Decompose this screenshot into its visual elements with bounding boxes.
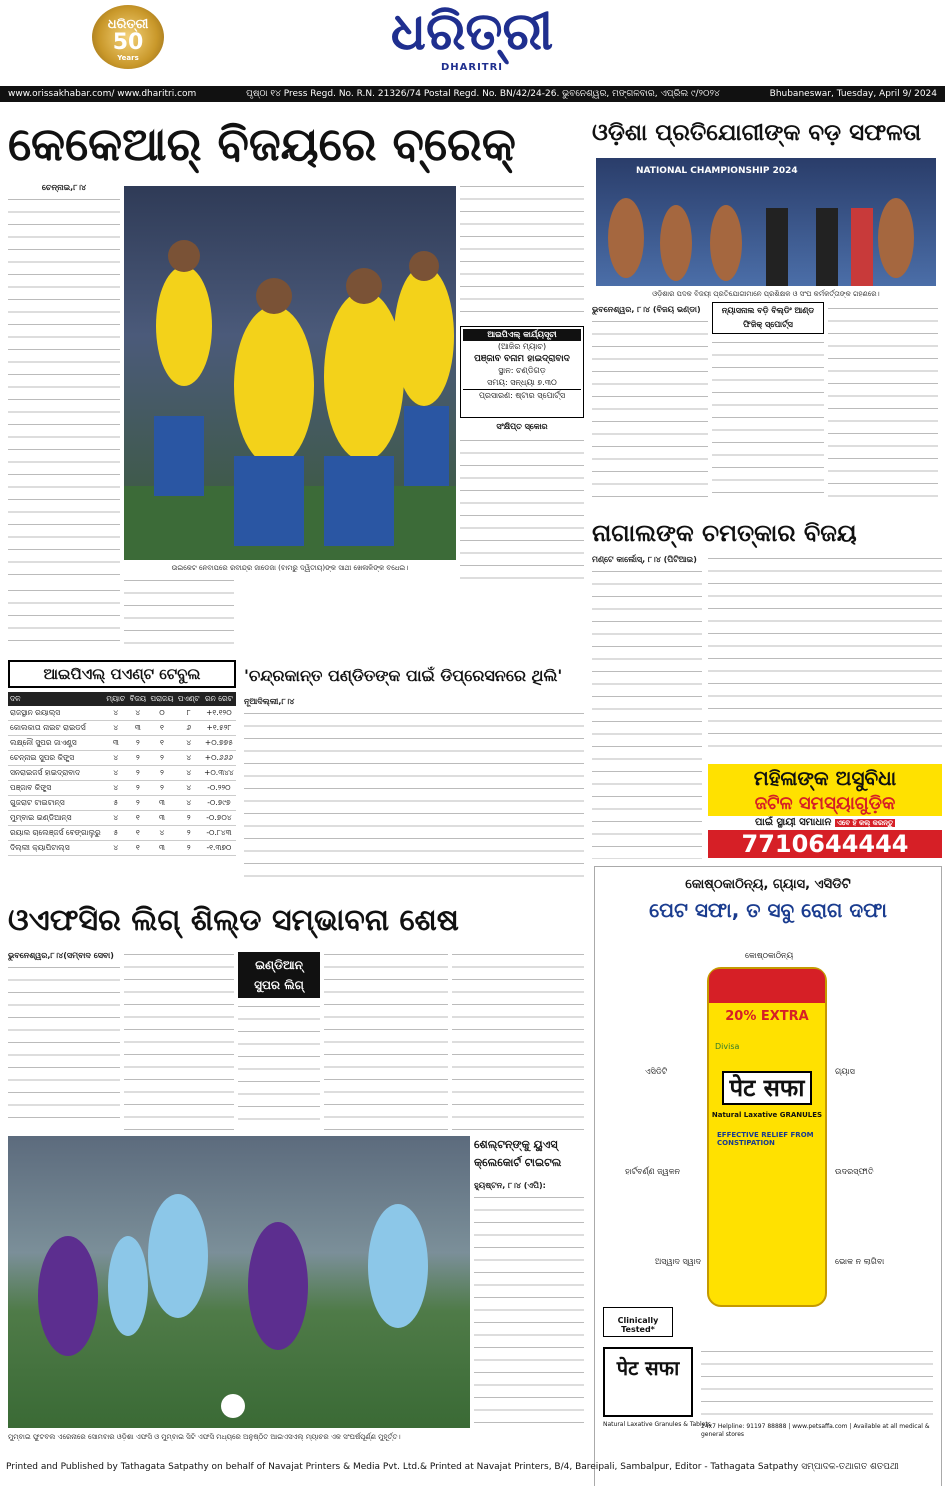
womens-health-ad[interactable]: ମହିଳାଙ୍କ ଅସୁବିଧା ଜଟିଳ ସମସ୍ୟାଗୁଡ଼ିକ ପାଇଁ ସ୍ଥାୟୀ ସମାଧାନ ଏବେ ହିଁ କଲ୍ କରନ୍ତୁ 7710644444 xyxy=(708,764,942,858)
table-cell: -୦.୨୨୦ xyxy=(202,781,236,796)
nagaland-story-text: ମଣ୍ଟେ କାର୍ଲୋସ୍, ୮।୪ (ପିଟିଆଇ) xyxy=(592,554,702,860)
football-story-text-3 xyxy=(238,1002,320,1130)
points-table-header: ମ୍ୟାଚ xyxy=(104,692,127,706)
odisha-story-text: ଭୁବନେଶ୍ୱର, ୮।୪ (ବିଜୟ ଭଣ୍ଡା) xyxy=(592,304,708,504)
table-cell: +୦.୩୪୪ xyxy=(202,766,236,781)
table-cell: ୪ xyxy=(148,826,175,841)
football-story-text-5 xyxy=(452,950,584,1130)
table-cell: ୨ xyxy=(127,796,148,811)
table-cell: ୪ xyxy=(127,706,148,721)
table-cell: ମୁମ୍ବାଇ ଇଣ୍ଡିଆନ୍ସ xyxy=(8,811,104,826)
registration-line: ପୃଷ୍ଠା ୧୪ Press Regd. No. R.N. 21326/74 Postal Regd. No. BN/42/24-26. ଭୁବନେଶ୍ୱର, ମଙ୍ଗଳବାର, ଏପ୍ରିଲ ୯/୨୦୨୪ xyxy=(246,89,720,99)
table-cell: ଲକ୍ଷ୍ନୌ ସୁପର ଜାଏଣ୍ଟ୍ସ xyxy=(8,736,104,751)
tennis-story-text: ହ୍ୟୁଷ୍ଟନ, ୮।୪ (ଏପି): xyxy=(474,1180,584,1428)
isl-badge: ଇଣ୍ଡିଆନ୍ ସୁପର ଲିଗ୍ xyxy=(238,952,320,998)
tennis-headline[interactable]: ଶେଲ୍ଟନ୍‌ଙ୍କୁ ୟୁଏସ୍ କ୍ଲେକୋର୍ଟ ଟାଇଟଲ xyxy=(474,1138,562,1169)
table-cell: ୪ xyxy=(104,721,127,736)
scoreboard-text xyxy=(460,436,584,580)
table-row xyxy=(8,721,236,736)
main-story-continued xyxy=(8,586,120,648)
football-story-text-4 xyxy=(324,950,448,1130)
table-cell: ୪ xyxy=(104,811,127,826)
table-cell: ରାଜସ୍ଥାନ ରୟାଲ୍ସ xyxy=(8,706,104,721)
table-cell: ୨ xyxy=(127,736,148,751)
table-cell: ୦ xyxy=(148,706,175,721)
table-row xyxy=(8,826,236,841)
points-table-header: ବିଜୟ xyxy=(127,692,148,706)
table-cell: ୧ xyxy=(148,721,175,736)
main-story-continued-2 xyxy=(124,576,234,648)
football-story-text-2 xyxy=(124,950,234,1130)
table-cell: ୫ xyxy=(104,826,127,841)
table-cell: ଚେନ୍ନାଇ ସୁପର କିଙ୍ଗ୍ସ xyxy=(8,751,104,766)
table-cell: ୪ xyxy=(176,766,202,781)
table-cell: ୧ xyxy=(148,736,175,751)
odisha-story-text-2 xyxy=(712,338,824,504)
table-row xyxy=(8,796,236,811)
table-cell: ୪ xyxy=(176,751,202,766)
product-jar[interactable]: 20% EXTRA Divisa पेट सफा Natural Laxative GRANULES EFFECTIVE RELIEF FROM CONSTIPATION xyxy=(707,967,827,1307)
quote-headline[interactable]: 'ଚନ୍ଦ୍ରକାନ୍ତ ପଣ୍ଡିତଙ୍କ ପାଇଁ ଡିପ୍ରେସନରେ ଥିଲି' xyxy=(244,666,563,685)
table-cell: ୬ xyxy=(176,721,202,736)
table-cell: ୨ xyxy=(148,766,175,781)
table-cell: କୋଲକାତା ନାଇଟ ରାଇଡର୍ସ xyxy=(8,721,104,736)
quote-story-text: ନୂଆଦିଲ୍ଲୀ,୮।୪ xyxy=(244,696,584,886)
table-cell: ୨ xyxy=(148,751,175,766)
table-row xyxy=(8,706,236,721)
points-table xyxy=(8,692,236,856)
odisha-story-text-3 xyxy=(828,304,938,504)
table-cell: ୨ xyxy=(176,826,202,841)
imprint-footer: Printed and Published by Tathagata Satpathy on behalf of Navajat Printers & Media Pvt. Ltd.& Printed at Navajat Printers, B/4, Bareipali, Sambalpur, Editor - Tathagata Satpathy ସମ୍ପାଦକ-ତଥାଗତ ଶତପଥୀ xyxy=(6,1462,899,1472)
points-table-header: ପଏଣ୍ଟ xyxy=(176,692,202,706)
table-cell: -୦.୮୪୩ xyxy=(202,826,236,841)
nagaland-story-text-2 xyxy=(708,554,942,758)
cricket-photo[interactable] xyxy=(124,186,456,560)
table-cell: ରୟାଲ ଚାଲେଞ୍ଜର୍ସ ବେଙ୍ଗାଲୁରୁ xyxy=(8,826,104,841)
pet-saffa-ad[interactable]: କୋଷ୍ଠକାଠିନ୍ୟ, ଗ୍ୟାସ, ଏସିଡିଟି ପେଟ ସଫା, ତ ସବୁ ରୋଗ ଦଫା 20% EXTRA Divisa पेट सफा Natural Laxative GRANULES EFFECTIVE RELIEF FROM CONSTIPATION କୋଷ୍ଠକାଠିନ୍ୟ ଏସିଡିଟି ଗ୍ୟାସ ହାର୍ଟବର୍ଣ୍ଣ ଜ୍ୱଳନ ଉଦରସ୍ଫୀତି ଅସ୍ୱାଦ ସ୍ୱାଦ ଭୋକ ନ ଲାଗିବା Clinically Tested* पेट सफा Natural Laxative Granules & Tablets 24x7 Helpline: 91197 88888 | www.petsaffa.com | Available at all medical & general stores xyxy=(594,866,942,1486)
points-table-header: ପରାଜୟ xyxy=(148,692,175,706)
table-cell: ୫ xyxy=(104,796,127,811)
text-column xyxy=(8,195,120,575)
table-cell: -୦.୭୯୭ xyxy=(202,796,236,811)
top-info-bar xyxy=(0,86,945,102)
table-cell: +୦.୬୬୬ xyxy=(202,751,236,766)
masthead xyxy=(0,0,945,86)
bodybuilding-photo[interactable]: NATIONAL CHAMPIONSHIP 2024 xyxy=(596,158,936,286)
odisha-headline[interactable]: ଓଡ଼ିଶା ପ୍ରତିଯୋଗୀଙ୍କ ବଡ଼ ସଫଳତା xyxy=(592,120,922,146)
table-cell: +୦.୭୭୫ xyxy=(202,736,236,751)
points-table-box xyxy=(8,660,236,886)
table-cell: ୮ xyxy=(176,706,202,721)
table-cell: +୧.୧୨୦ xyxy=(202,706,236,721)
main-photo-caption: ଉଇକେଟ ନେବାପରେ ରବୀନ୍ଦ୍ର ଜାଡେଜା (ବାମରୁ ଦ୍ୱିତୀୟ)ଙ୍କ ସାଥୀ ଖେଳାଳିଙ୍କ ବଧେଇ। xyxy=(171,564,409,572)
table-cell: ୪ xyxy=(176,796,202,811)
table-cell: ୪ xyxy=(104,751,127,766)
table-cell: ୪ xyxy=(176,736,202,751)
table-cell: ୪ xyxy=(104,766,127,781)
table-row xyxy=(8,751,236,766)
issue-date: Bhubaneswar, Tuesday, April 9/ 2024 xyxy=(769,89,937,99)
football-photo-caption: ମୁମ୍ବାଇ ଫୁଟବଲ ଏରେନାରେ ସୋମବାର ଓଡ଼ିଶା ଏଫସି ଓ ମୁମ୍ବାଇ ସିଟି ଏଫସି ମଧ୍ୟରେ ଅନୁଷ୍ଠିତ ଆଇଏସଏଲ୍ ମ୍ୟାଚର ଏକ ସଂଘର୍ଷପୂର୍ଣ୍ଣ ମୁହୂର୍ତ୍ତ। xyxy=(8,1433,401,1441)
points-table-header: ରନ ରେଟ xyxy=(202,692,236,706)
table-cell: -୧.୩୭୦ xyxy=(202,841,236,856)
table-cell: ୩ xyxy=(148,841,175,856)
table-cell: ୩ xyxy=(127,721,148,736)
odisha-photo-caption: ଓଡ଼ିଶାର ପଦକ ବିଜୟୀ ପ୍ରତିଯୋଗୀମାନେ ପ୍ରଶିକ୍ଷକ ଓ ସଂଘ କର୍ମକର୍ତ୍ତାଙ୍କ ଗହଣରେ। xyxy=(652,290,880,298)
table-cell: ୩ xyxy=(148,811,175,826)
points-table-header: ଦଳ xyxy=(8,692,104,706)
nagaland-headline[interactable]: ନାଗାଲଙ୍କ ଚମତ୍କାର ବିଜୟ xyxy=(592,519,857,547)
table-cell: ୧ xyxy=(127,841,148,856)
table-cell: ୪ xyxy=(104,841,127,856)
table-row xyxy=(8,781,236,796)
main-story-text: ଚେନ୍ନାଇ,୮।୪ xyxy=(8,182,120,582)
scoreboard-title: ସଂକ୍ଷିପ୍ତ ସ୍କୋର xyxy=(496,422,548,431)
table-cell: ୨ xyxy=(127,781,148,796)
table-row xyxy=(8,811,236,826)
table-cell: ୩ xyxy=(148,796,175,811)
odisha-subhead: ନ୍ୟାସନାଲ ବଡ଼ି ବିଲ୍ଡିଂ ଆଣ୍ଡ ଫିଜିକ୍ ସ୍ପୋର୍ଟ୍ସ xyxy=(712,302,824,334)
athletes-illustration xyxy=(596,158,936,286)
table-row xyxy=(8,736,236,751)
table-cell: ସନରାଇଜର୍ସ ହାଇଦ୍ରାବାଦ xyxy=(8,766,104,781)
football-story-text: ଭୁବନେଶ୍ୱର,୮।୪(ସମ୍ବାଦ ସେବା) xyxy=(8,950,120,1130)
website-links[interactable]: www.orissakhabar.com/ www.dharitri.com xyxy=(8,89,197,99)
ad-footer: पेट सफा Natural Laxative Granules & Tablets 24x7 Helpline: 91197 88888 | www.petsaffa.com | Available at all medical & general stores xyxy=(595,1337,941,1487)
football-players-illustration xyxy=(8,1136,470,1428)
ad-phone-number[interactable]: 7710644444 xyxy=(708,830,942,858)
newspaper-title[interactable]: ଧରିତ୍ରୀ DHARITRI xyxy=(390,1,554,73)
table-cell: ପଞ୍ଜାବ କିଙ୍ଗ୍ସ xyxy=(8,781,104,796)
anniversary-logo: ଧରିତ୍ରୀ 50 Years xyxy=(92,5,164,69)
points-table-title: ଆଇପିଏଲ୍ ପଏଣ୍ଟ ଟେବୁଲ xyxy=(8,660,236,688)
table-cell: ୨ xyxy=(176,841,202,856)
table-cell: ୨ xyxy=(127,751,148,766)
schedule-box: ଆଇପିଏଲ୍ କାର୍ଯ୍ୟସୂଚୀ (ଆଜିର ମ୍ୟାଚ) ପଞ୍ଜାବ ବନାମ ହାଇଦ୍ରାବାଦ ସ୍ଥାନ: ଚଣ୍ଡିଗଡ଼ ସମୟ: ସନ୍ଧ୍ୟା ୭.୩୦ ପ୍ରସାରଣ: ଷ୍ଟାର ସ୍ପୋର୍ଟ୍ସ xyxy=(460,326,584,418)
table-cell: ୧ xyxy=(127,826,148,841)
main-headline[interactable]: କେକେଆର୍ ବିଜୟରେ ବ୍ରେକ୍ xyxy=(8,117,516,171)
table-cell: -୦.୭୦୪ xyxy=(202,811,236,826)
table-cell: ୨ xyxy=(127,766,148,781)
table-cell: ୪ xyxy=(176,781,202,796)
table-cell: ୨ xyxy=(148,781,175,796)
football-photo[interactable] xyxy=(8,1136,470,1428)
table-row xyxy=(8,766,236,781)
table-row xyxy=(8,841,236,856)
table-cell: ୨ xyxy=(176,811,202,826)
table-cell: ଦିଲ୍ଲୀ କ୍ୟାପିଟାଲ୍ସ xyxy=(8,841,104,856)
table-cell: ୪ xyxy=(104,706,127,721)
table-cell: +୧.୫୨୮ xyxy=(202,721,236,736)
csk-players-illustration xyxy=(124,186,456,560)
table-cell: ୧ xyxy=(127,811,148,826)
main-story-text-right xyxy=(460,182,584,322)
table-cell: ୪ xyxy=(104,781,127,796)
football-headline[interactable]: ଓଏଫସିର ଲିଗ୍ ଶିଲ୍ଡ ସମ୍ଭାବନା ଶେଷ xyxy=(8,903,459,938)
table-cell: ଗୁଜରାଟ ଟାଇଟାନ୍ସ xyxy=(8,796,104,811)
table-cell: ୩ xyxy=(104,736,127,751)
